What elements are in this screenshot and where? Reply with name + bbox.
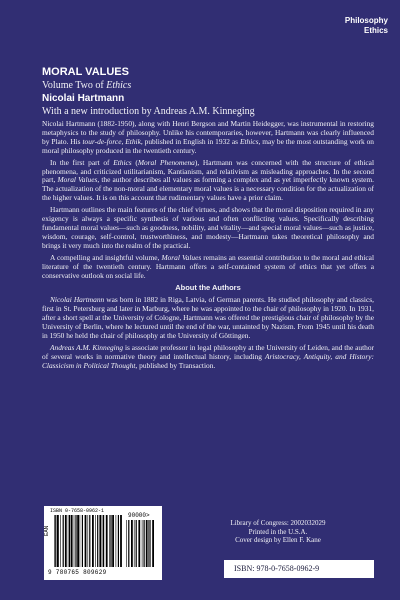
about-hartmann: Nicolai Hartmann was born in 1882 in Riga, Latvia, of German parents. He studied philosophy and classics, first in St. Petersburg and later in Marburg, where he was appointed to the chair of philosophy in 1920. In 1931, after a short spell at the University of Cologne, Hartmann was offered the prestigious chair of philosophy by the University of Berlin, where he lectured until the end of the war, untainted by Nazism. From 1945 until his death in 1950 he held the chair of philosophy at the University of Göttingen. [42, 295, 374, 341]
isbn-label: ISBN: 978-0-7658-0962-9 [224, 560, 374, 578]
barcode-bars-addon [126, 520, 154, 567]
barcode-digits: 9 780765 809629 [48, 569, 107, 576]
subject-philosophy: Philosophy [344, 16, 388, 25]
about-kinneging: Andreas A.M. Kinneging is associate professor in legal philosophy at the University of Leiden, and the author of several works in normative theory and intellectual history, including Aristocracy, Antiquity, and History: Classicism in Political Thought, published by Transaction. [42, 342, 374, 370]
colophon [218, 519, 338, 545]
library-of-congress: Library of Congress: 2002032029 [230, 519, 326, 527]
paragraph-3: Hartmann outlines the main features of the chief virtues, and shows that the moral disposition required in any exigency is always a specific synthesis of various and often conflicting values. Specifically describing fundamental moral values—such as goodness, nobility, and vitality—and special moral values—such as justice, wisdom, courage, self-control, trustworthiness, and modesty—Hartmann takes theoretical philosophy and brings it very much into the realm of the practical. [42, 205, 374, 250]
cover-design-credit: Cover design by Ellen F. Kane [235, 536, 321, 545]
printed-in: Printed in the U.S.A. [248, 527, 308, 536]
about-authors-heading: About the Authors [175, 283, 241, 293]
book-author: Nicolai Hartmann [42, 93, 125, 104]
paragraph-1: Nicolai Hartmann (1882-1950), along with Henri Bergson and Martin Heidegger, was instrumental in restoring metaphysics to the study of philosophy. Unlike his contemporaries, however, Hartmann was clearly influenced by Plato. His tour-de-force, Ethik, published in English in 1932 as Ethics, may be the most outstanding work on moral philosophy produced in the twentieth century. [42, 119, 374, 155]
back-cover-text [42, 66, 374, 374]
book-subtitle: Volume Two of Ethics [42, 80, 132, 91]
book-intro-credit: With a new introduction by Andreas A.M. Kinneging [42, 106, 255, 117]
subject-ethics: Ethics [363, 26, 388, 35]
barcode-ean-label: EAN [44, 525, 50, 536]
subject-label [308, 16, 388, 36]
barcode [44, 506, 162, 580]
book-title: MORAL VALUES [42, 66, 129, 78]
paragraph-2: In the first part of Ethics (Moral Phenomena), Hartmann was concerned with the structure of ethical phenomena, and criticized utilitarianism, Kantianism, and relativism as misleading approaches. In the second part, Moral Values, the author describes all values as forming a complex and as yet imperfectly known system. The actualization of the non-moral and elementary moral values is a necessary condition for the actualization of the higher values. It is on this account that rudimentary values have a prior claim. [42, 157, 374, 203]
barcode-isbn-text: ISBN 0-7658-0962-1 [50, 508, 105, 514]
barcode-bars-main [54, 515, 122, 567]
paragraph-4: A compelling and insightful volume, Moral Values remains an essential contribution to the moral and ethical literature of the twentieth century. Hartmann offers a self-contained system of ethics that yet offers a conservative outlook on social life. [42, 252, 375, 280]
barcode-price-code: 90000> [128, 512, 150, 519]
